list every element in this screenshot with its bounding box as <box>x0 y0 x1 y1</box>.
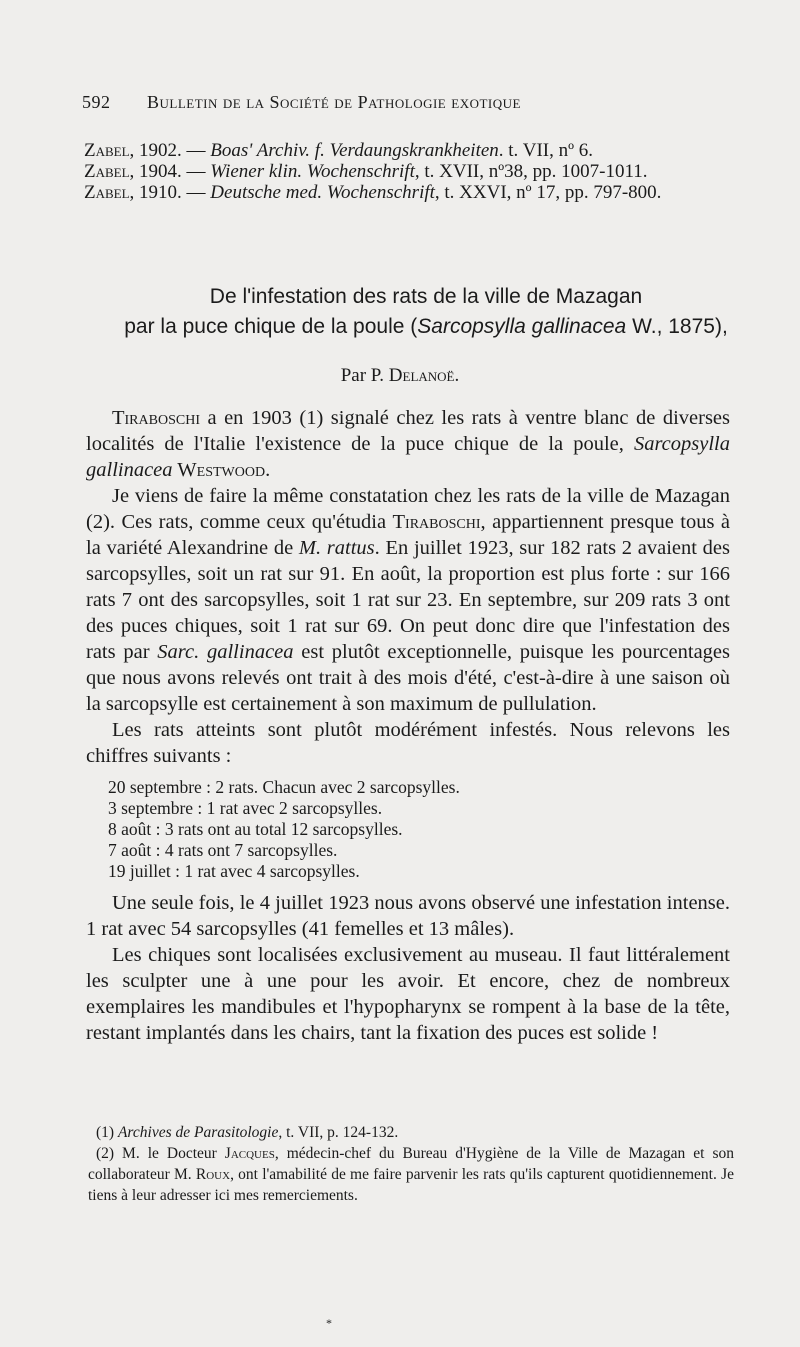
reference-list <box>84 140 744 203</box>
species-name: Sarcopsylla gallinacea <box>417 315 627 338</box>
reference-item: Zabel, 1904. — Wiener klin. Wochenschrift, t. XVII, nº38, pp. 1007-1011. <box>84 161 648 182</box>
list-item: 3 septembre : 1 rat avec 2 sarcopsylles. <box>108 798 383 818</box>
list-item: 8 août : 3 rats ont au total 12 sarcopsylles. <box>108 819 403 839</box>
reference-item: Zabel, 1910. — Deutsche med. Wochenschrift, t. XXVI, nº 17, pp. 797-800. <box>84 182 662 203</box>
paragraph: Une seule fois, le 4 juillet 1923 nous avons observé une infestation intense. 1 rat avec 54 sarcopsylles (41 femelles et 13 mâles). <box>86 892 730 940</box>
paragraph: Les chiques sont localisées exclusivement au museau. Il faut littéralement les sculpter une à une pour les avoir. Et encore, chez de nombreux exemplaires les mandibules et l'hypopharynx se rompent à la base de la tête, restant implantés dans les chairs, tant la fixation des puces est solide ! <box>86 944 730 1044</box>
footnotes <box>88 1122 734 1206</box>
paragraph: Je viens de faire la même constatation chez les rats de la ville de Mazagan (2). Ces rats, comme ceux qu'étudia Tiraboschi, appartiennent presque tous à la variété Alexandrine de M. rattus. En juillet 1923, sur 182 rats 2 avaient des sarcopsylles, soit un rat sur 91. En août, la proportion est plus forte : sur 166 rats 7 ont des sarcopsylles, soit 1 rat sur 23. En septembre, sur 209 rats 3 ont des puces chiques, soit 1 rat sur 69. On peut donc dire que l'infestation des rats par Sarc. gallinacea est plutôt exceptionnelle, puisque les pourcentages que nous avons relevés ont trait à des mois d'été, c'est-à-dire à une saison où la sarcopsylle est certainement à son maximum de pullulation. <box>86 485 731 715</box>
paragraph: Tiraboschi a en 1903 (1) signalé chez les rats à ventre blanc de diverses localités de l'Italie l'existence de la puce chique de la poule, Sarcopsylla gallinacea Westwood. <box>86 407 730 481</box>
bottom-mark: * <box>326 1316 332 1330</box>
list-item: 7 août : 4 rats ont 7 sarcopsylles. <box>108 840 338 860</box>
title-line-1: De l'infestation des rats de la ville de Mazagan <box>209 285 643 308</box>
footnote-1: (1) Archives de Parasitologie, t. VII, p. 124-132. <box>96 1124 399 1141</box>
running-header <box>82 92 642 113</box>
author-name: Delanoë. <box>388 365 460 386</box>
count-list <box>108 777 730 882</box>
article-title <box>86 282 766 342</box>
reference-item: Zabel, 1902. — Boas' Archiv. f. Verdaungskrankheiten. t. VII, nº 6. <box>84 140 593 161</box>
article-body <box>86 405 730 1046</box>
page-number: 592 <box>82 92 111 112</box>
footnote-2: (2) M. le Docteur Jacques, médecin-chef du Bureau d'Hygiène de la Ville de Mazagan et son collaborateur M. Roux, ont l'amabilité de me faire parvenir les rats qu'ils capturent quotidiennement. Je tiens à leur adresser ici mes remerciements. <box>88 1145 735 1204</box>
running-title: Bulletin de la Société de Pathologie exotique <box>147 92 521 112</box>
list-item: 20 septembre : 2 rats. Chacun avec 2 sarcopsylles. <box>108 777 460 797</box>
title-line-2: par la puce chique de la poule (Sarcopsylla gallinacea W., 1875), <box>124 315 728 338</box>
author-line: Par P. Delanoë. <box>340 365 460 386</box>
paragraph: Les rats atteints sont plutôt modérément infestés. Nous relevons les chiffres suivants : <box>86 719 730 767</box>
list-item: 19 juillet : 1 rat avec 4 sarcopsylles. <box>108 861 360 881</box>
